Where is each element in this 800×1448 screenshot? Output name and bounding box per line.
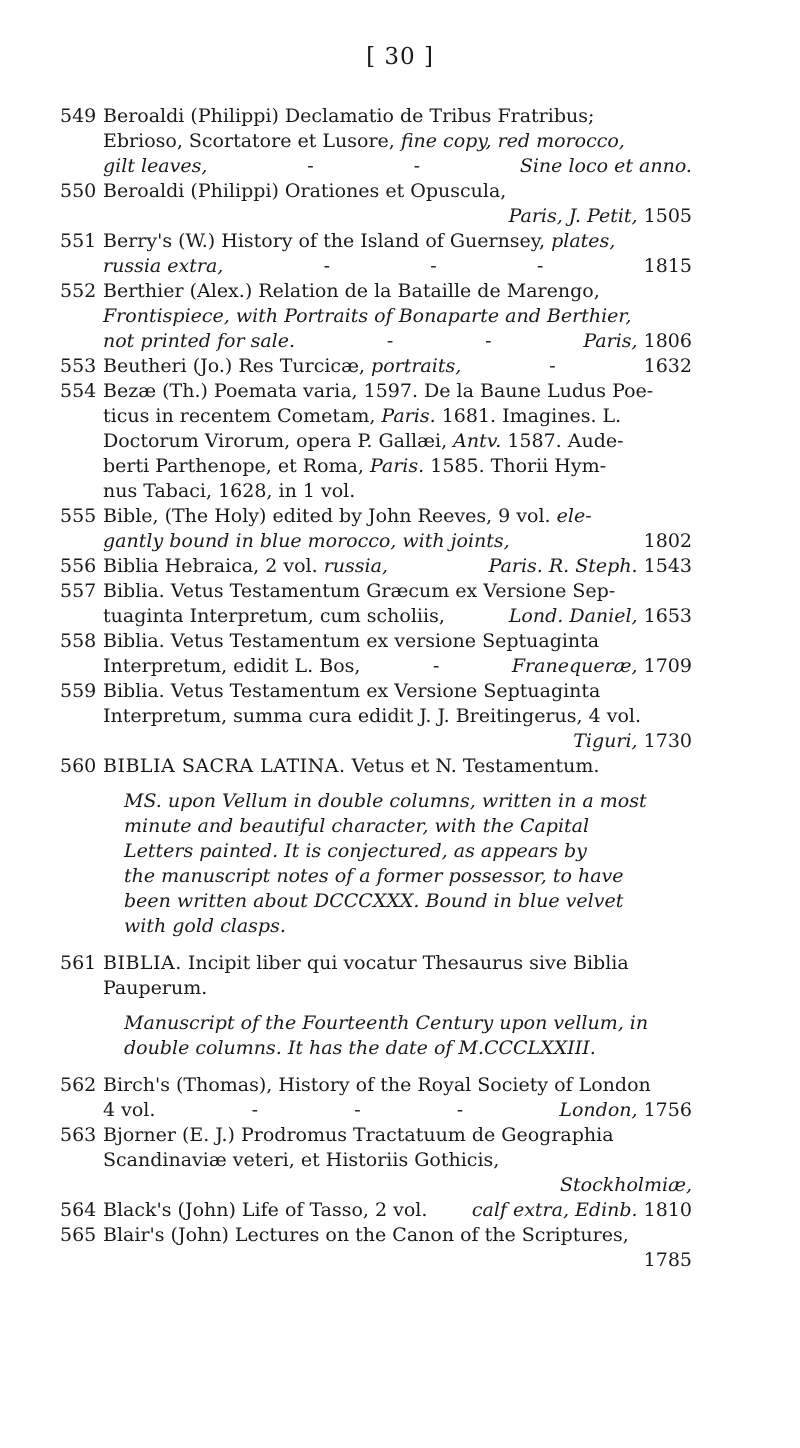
- entry-text: Birch's (Thomas), History of the Royal Society of London: [103, 1074, 651, 1096]
- entry-559: [60, 679, 692, 754]
- entry-binding: gantly bound in blue morocco, with joints,: [103, 530, 510, 552]
- entry-text: ticus in recentem Cometam,: [103, 405, 376, 427]
- entry-558: [60, 629, 692, 679]
- entry-heading: BIBLIA SACRA LATINA.: [103, 755, 346, 777]
- entry-number: 551: [60, 230, 97, 252]
- entry-binding: Frontispiece, with Portraits of Bonaparte and Berthier,: [103, 305, 632, 327]
- entry-imprint: Franequeræ,: [511, 655, 638, 677]
- entry-text: Beroaldi (Philippi) Declamatio de Tribus Fratribus;: [103, 105, 595, 127]
- entry-number: 554: [60, 380, 97, 402]
- entry-binding: portraits,: [371, 355, 462, 377]
- note-line: Letters painted. It is conjectured, as appears by: [124, 840, 587, 862]
- entry-563: [60, 1123, 692, 1198]
- dash: -: [251, 1099, 259, 1121]
- entry-text: Blair's (John) Lectures on the Canon of the Scriptures,: [103, 1224, 629, 1246]
- entry-text: nus Tabaci, 1628, in 1 vol.: [103, 480, 356, 502]
- note-line: with gold clasps.: [124, 915, 286, 937]
- entry-text: berti Parthenope, et Roma,: [103, 455, 364, 477]
- entry-date: 1810: [643, 1199, 692, 1221]
- dash: -: [432, 655, 440, 677]
- entry-555: [60, 504, 692, 554]
- entry-number: 553: [60, 355, 97, 377]
- entry-text: 4 vol.: [103, 1099, 156, 1121]
- entry-number: 559: [60, 680, 97, 702]
- dash: -: [485, 330, 492, 352]
- entry-imprint: Paris.: [381, 405, 436, 427]
- entry-imprint: Paris. R. Steph.: [488, 555, 638, 577]
- entry-number: 557: [60, 580, 97, 602]
- entry-note: [60, 1011, 692, 1061]
- entry-binding: calf extra, Edinb.: [471, 1199, 638, 1221]
- entry-binding: fine copy, red morocco,: [400, 130, 625, 152]
- entry-561: [60, 951, 692, 1061]
- entry-text: Beutheri (Jo.) Res Turcicæ,: [103, 355, 365, 377]
- entry-text: Interpretum, summa cura edidit J. J. Breitingerus, 4 vol.: [103, 705, 642, 727]
- entry-554: [60, 379, 692, 504]
- entry-imprint: Paris,: [583, 330, 638, 352]
- entry-date: 1785: [643, 1249, 692, 1271]
- entry-date: 1543: [643, 555, 692, 577]
- entry-text: Ebrioso, Scortatore et Lusore,: [103, 130, 395, 152]
- entry-text: Berry's (W.) History of the Island of Guernsey,: [103, 230, 546, 252]
- entry-date: 1709: [643, 655, 692, 677]
- entry-text: Pauperum.: [103, 977, 208, 999]
- entry-text: Interpretum, edidit L. Bos,: [103, 655, 361, 677]
- entry-551: [60, 229, 692, 279]
- entry-number: 562: [60, 1074, 97, 1096]
- entry-imprint: Stockholmiæ,: [560, 1174, 692, 1196]
- entry-text: Berthier (Alex.) Relation de la Bataille de Marengo,: [103, 280, 600, 302]
- entry-binding: not printed for sale.: [103, 330, 296, 352]
- dash: -: [323, 255, 330, 277]
- entry-date: 1802: [643, 530, 692, 552]
- entry-imprint: Tiguri,: [573, 730, 638, 752]
- catalogue-entries: [60, 104, 692, 1273]
- entry-date: 1806: [643, 330, 692, 352]
- entry-note: [60, 789, 692, 939]
- entry-imprint: Paris, J. Petit,: [508, 205, 638, 227]
- entry-date: 1756: [643, 1099, 692, 1121]
- entry-binding: russia extra,: [103, 255, 224, 277]
- entry-imprint: Sine loco et anno.: [519, 155, 692, 177]
- entry-number: 550: [60, 180, 97, 202]
- dash: -: [549, 355, 556, 377]
- entry-557: [60, 579, 692, 629]
- entry-text: Biblia. Vetus Testamentum ex Versione Septuaginta: [103, 680, 601, 702]
- entry-date: 1505: [643, 205, 692, 227]
- entry-number: 560: [60, 755, 97, 777]
- entry-binding: ele-: [556, 505, 592, 527]
- entry-text: Beroaldi (Philippi) Orationes et Opuscula,: [103, 180, 507, 202]
- entry-553: [60, 354, 692, 379]
- note-line: minute and beautiful character, with the Capital: [124, 815, 590, 837]
- entry-imprint: Paris.: [369, 455, 425, 477]
- entry-binding: gilt leaves,: [103, 155, 208, 177]
- entry-text: Black's (John) Life of Tasso, 2 vol.: [103, 1199, 428, 1221]
- entry-556: [60, 554, 692, 579]
- entry-550: [60, 179, 692, 229]
- entry-text: 1681. Imagines. L.: [441, 405, 622, 427]
- entry-number: 561: [60, 952, 97, 974]
- note-line: the manuscript notes of a former possessor, to have: [124, 865, 624, 887]
- page-number: [ 30 ]: [366, 44, 434, 70]
- note-line: MS. upon Vellum in double columns, written in a most: [124, 790, 647, 812]
- entry-imprint: Lond. Daniel,: [508, 605, 638, 627]
- entry-number: 558: [60, 630, 97, 652]
- entry-text: Bezæ (Th.) Poemata varia, 1597. De la Baune Ludus Poe-: [103, 380, 654, 402]
- note-line: double columns. It has the date of M.CCCLXXIII.: [124, 1037, 596, 1059]
- entry-number: 564: [60, 1199, 97, 1221]
- dash: -: [386, 330, 394, 352]
- dash: -: [456, 1099, 464, 1121]
- entry-date: 1632: [643, 355, 692, 377]
- entry-imprint: London,: [559, 1099, 638, 1121]
- entry-date: 1653: [643, 605, 692, 627]
- dash: -: [413, 155, 420, 177]
- entry-number: 555: [60, 505, 97, 527]
- entry-560: [60, 754, 692, 939]
- entry-text: tuaginta Interpretum, cum scholiis,: [103, 605, 445, 627]
- entry-text: Scandinaviæ veteri, et Historiis Gothicis,: [103, 1149, 500, 1171]
- entry-date: 1730: [643, 730, 692, 752]
- dash: -: [307, 155, 314, 177]
- entry-text: Biblia. Vetus Testamentum ex versione Septuaginta: [103, 630, 600, 652]
- note-line: been written about DCCCXXX. Bound in blue velvet: [124, 890, 624, 912]
- entry-number: 565: [60, 1224, 97, 1246]
- entry-number: 563: [60, 1124, 97, 1146]
- entry-binding: russia,: [323, 555, 388, 577]
- entry-text: Vetus et N. Testamentum.: [351, 755, 600, 777]
- entry-text: Doctorum Virorum, opera P. Gallæi,: [103, 430, 448, 452]
- entry-text: 1585. Thorii Hym-: [430, 455, 607, 477]
- entry-number: 552: [60, 280, 97, 302]
- note-line: Manuscript of the Fourteenth Century upon vellum, in: [124, 1012, 649, 1034]
- entry-text: Incipit liber qui vocatur Thesaurus sive Biblia: [187, 952, 629, 974]
- dash: -: [430, 255, 437, 277]
- entry-564: [60, 1198, 692, 1223]
- dash: -: [536, 255, 544, 277]
- entry-565: [60, 1223, 692, 1273]
- entry-549: [60, 104, 692, 179]
- entry-number: 549: [60, 105, 97, 127]
- entry-date: 1815: [643, 255, 692, 277]
- entry-heading: BIBLIA.: [103, 952, 182, 974]
- entry-552: [60, 279, 692, 354]
- entry-binding: plates,: [551, 230, 616, 252]
- entry-number: 556: [60, 555, 97, 577]
- entry-text: Bible, (The Holy) edited by John Reeves, 9 vol.: [103, 505, 551, 527]
- entry-text: Bjorner (E. J.) Prodromus Tractatuum de Geographia: [103, 1124, 614, 1146]
- entry-562: [60, 1073, 692, 1123]
- entry-text: Biblia. Vetus Testamentum Græcum ex Versione Sep-: [103, 580, 616, 602]
- entry-imprint: Antv.: [453, 430, 502, 452]
- dash: -: [354, 1099, 361, 1121]
- entry-text: Biblia Hebraica, 2 vol.: [103, 555, 318, 577]
- entry-text: 1587. Aude-: [507, 430, 624, 452]
